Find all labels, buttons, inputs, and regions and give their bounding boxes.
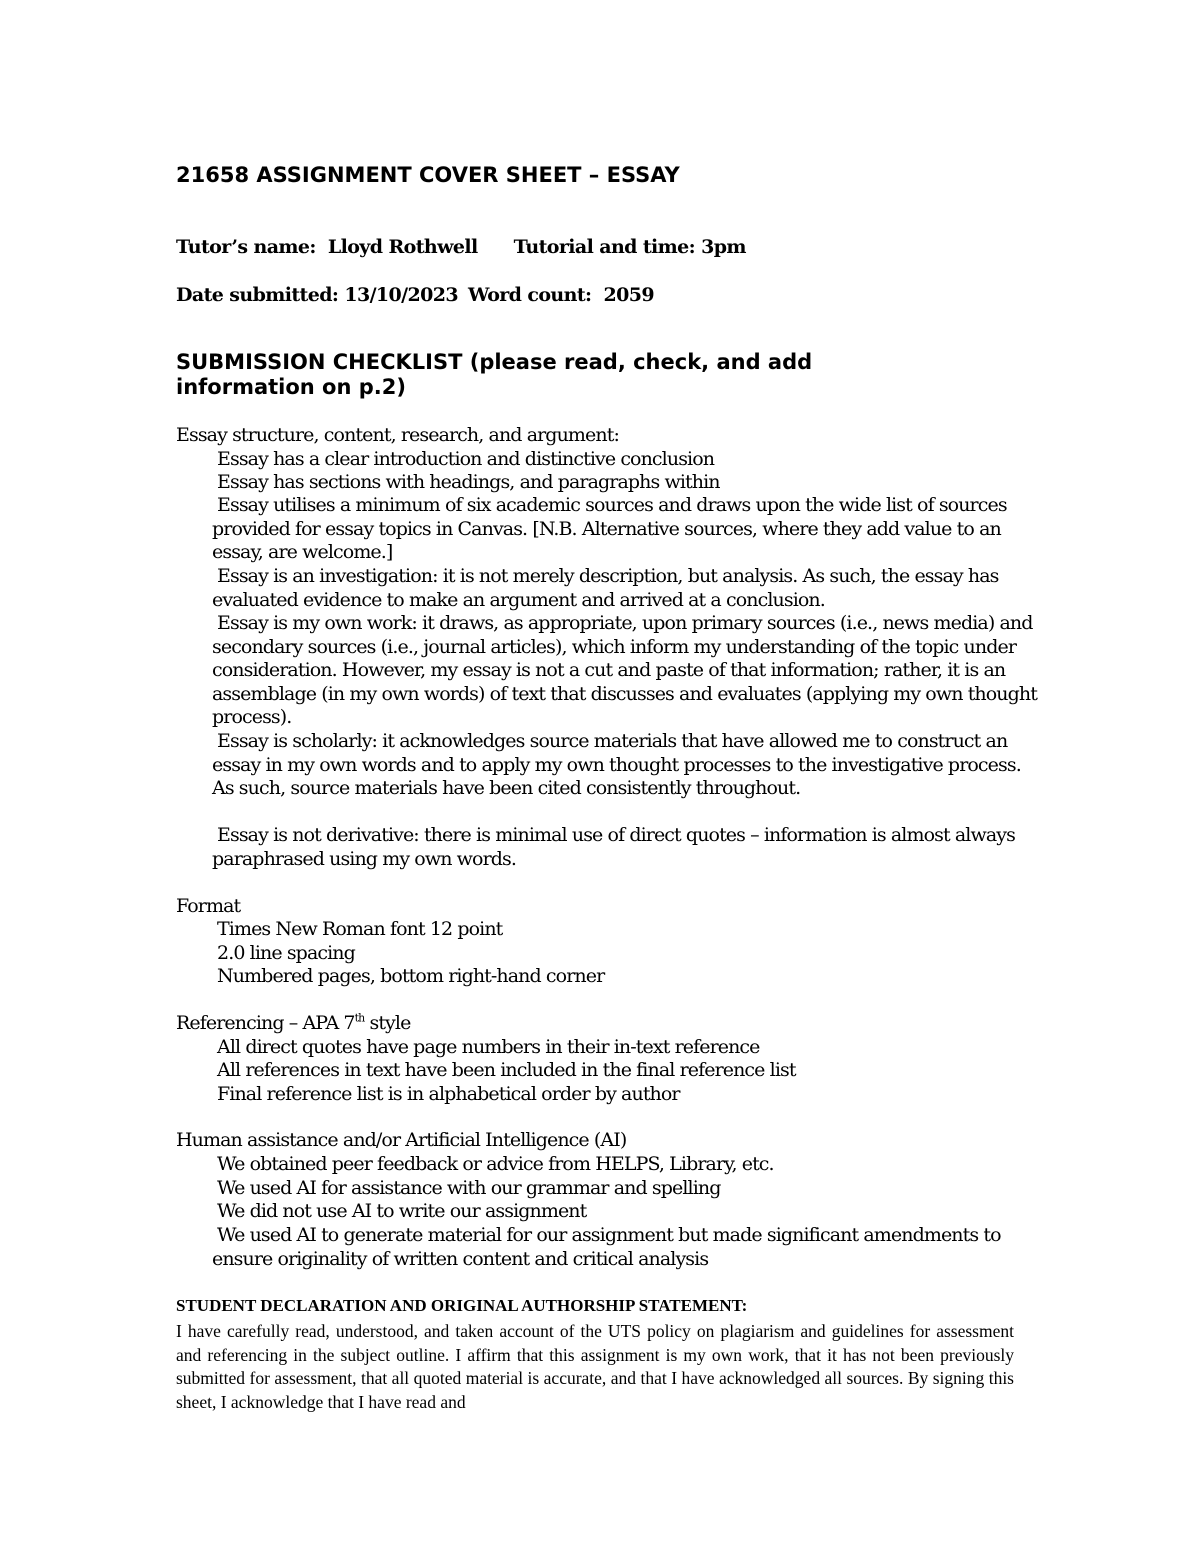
checklist-item: All direct quotes have page numbers in their in-text reference [217,1036,760,1058]
checklist-item: Numbered pages, bottom right-hand corner [217,965,605,987]
tutor-value: Lloyd Rothwell [327,236,478,258]
tutor-line [176,236,746,258]
checklist-item: Times New Roman font 12 point [217,918,503,940]
date-label: Date submitted: [176,284,339,306]
declaration-text: I have carefully read, understood, and taken account of the UTS policy on plagiarism and guidelines for assessment and referencing in the subject outline. I affirm that this assignment is my own work, that it has not been previously submitted for assessment, that all quoted material is accurate, and that I have acknowledged all sources. By signing this sheet, I acknowledge that I have read and [176,1321,1014,1412]
tutor-label: Tutor’s name: [176,236,316,258]
checklist-item: Essay is scholarly: it acknowledges source materials that have allowed me to construct an essay in my own words and to apply my own thought processes to the investigative process. As such, source materials have been cited consistently throughout. [212,730,1021,799]
checklist-item: We used AI to generate material for our assignment but made significant amendments to ensure originality of written content and critical analysis [212,1224,1001,1270]
section-title-format: Format [176,895,241,917]
checklist-item: Final reference list is in alphabetical order by author [217,1083,680,1105]
checklist-item: Essay is my own work: it draws, as appropriate, upon primary sources (i.e., news media) and secondary sources (i.e., journal articles), which inform my understanding of the topic under consideration. However, my essay is not a cut and paste of that information; rather, it is an assemblage (in my own words) of text that discusses and evaluates (applying my own thought process). [212,612,1037,728]
section-title-ai: Human assistance and/or Artificial Intelligence (AI) [176,1129,627,1151]
date-line [176,284,654,306]
checklist-item: Essay is an investigation: it is not merely description, but analysis. As such, the essay has evaluated evidence to make an argument and arrived at a conclusion. [212,565,999,611]
checklist-item: We used AI for assistance with our grammar and spelling [217,1177,721,1199]
checklist-heading: SUBMISSION CHECKLIST (please read, check, and add information on p.2) [176,350,813,399]
section-title-referencing: Referencing – APA 7th style [176,1011,411,1034]
tutorial-value: 3pm [701,236,746,258]
date-value: 13/10/2023 [344,284,458,306]
tutorial-label: Tutorial and time: [513,236,696,258]
checklist-item: Essay is not derivative: there is minimal use of direct quotes – information is almost always paraphrased using my own words. [212,824,1015,870]
checklist-item: We did not use AI to write our assignment [217,1200,587,1222]
checklist-item: All references in text have been included in the final reference list [217,1059,796,1081]
checklist-item: 2.0 line spacing [217,942,355,964]
section-title-structure: Essay structure, content, research, and argument: [176,424,619,446]
checklist-item: Essay has sections with headings, and paragraphs within [217,471,720,493]
checklist-item: Essay utilises a minimum of six academic sources and draws upon the wide list of sources provided for essay topics in Canvas. [N.B. Alternative sources, where they add value to an essay, are welcome.] [212,494,1007,563]
page-title: 21658 ASSIGNMENT COVER SHEET – ESSAY [176,163,680,187]
checklist-item: We obtained peer feedback or advice from HELPS, Library, etc. [217,1153,774,1175]
word-count-value: 2059 [603,284,654,306]
declaration-title: STUDENT DECLARATION AND ORIGINAL AUTHORSHIP STATEMENT: [176,1296,748,1315]
word-count-label: Word count: [468,284,592,306]
checklist-item: Essay has a clear introduction and distinctive conclusion [217,448,715,470]
